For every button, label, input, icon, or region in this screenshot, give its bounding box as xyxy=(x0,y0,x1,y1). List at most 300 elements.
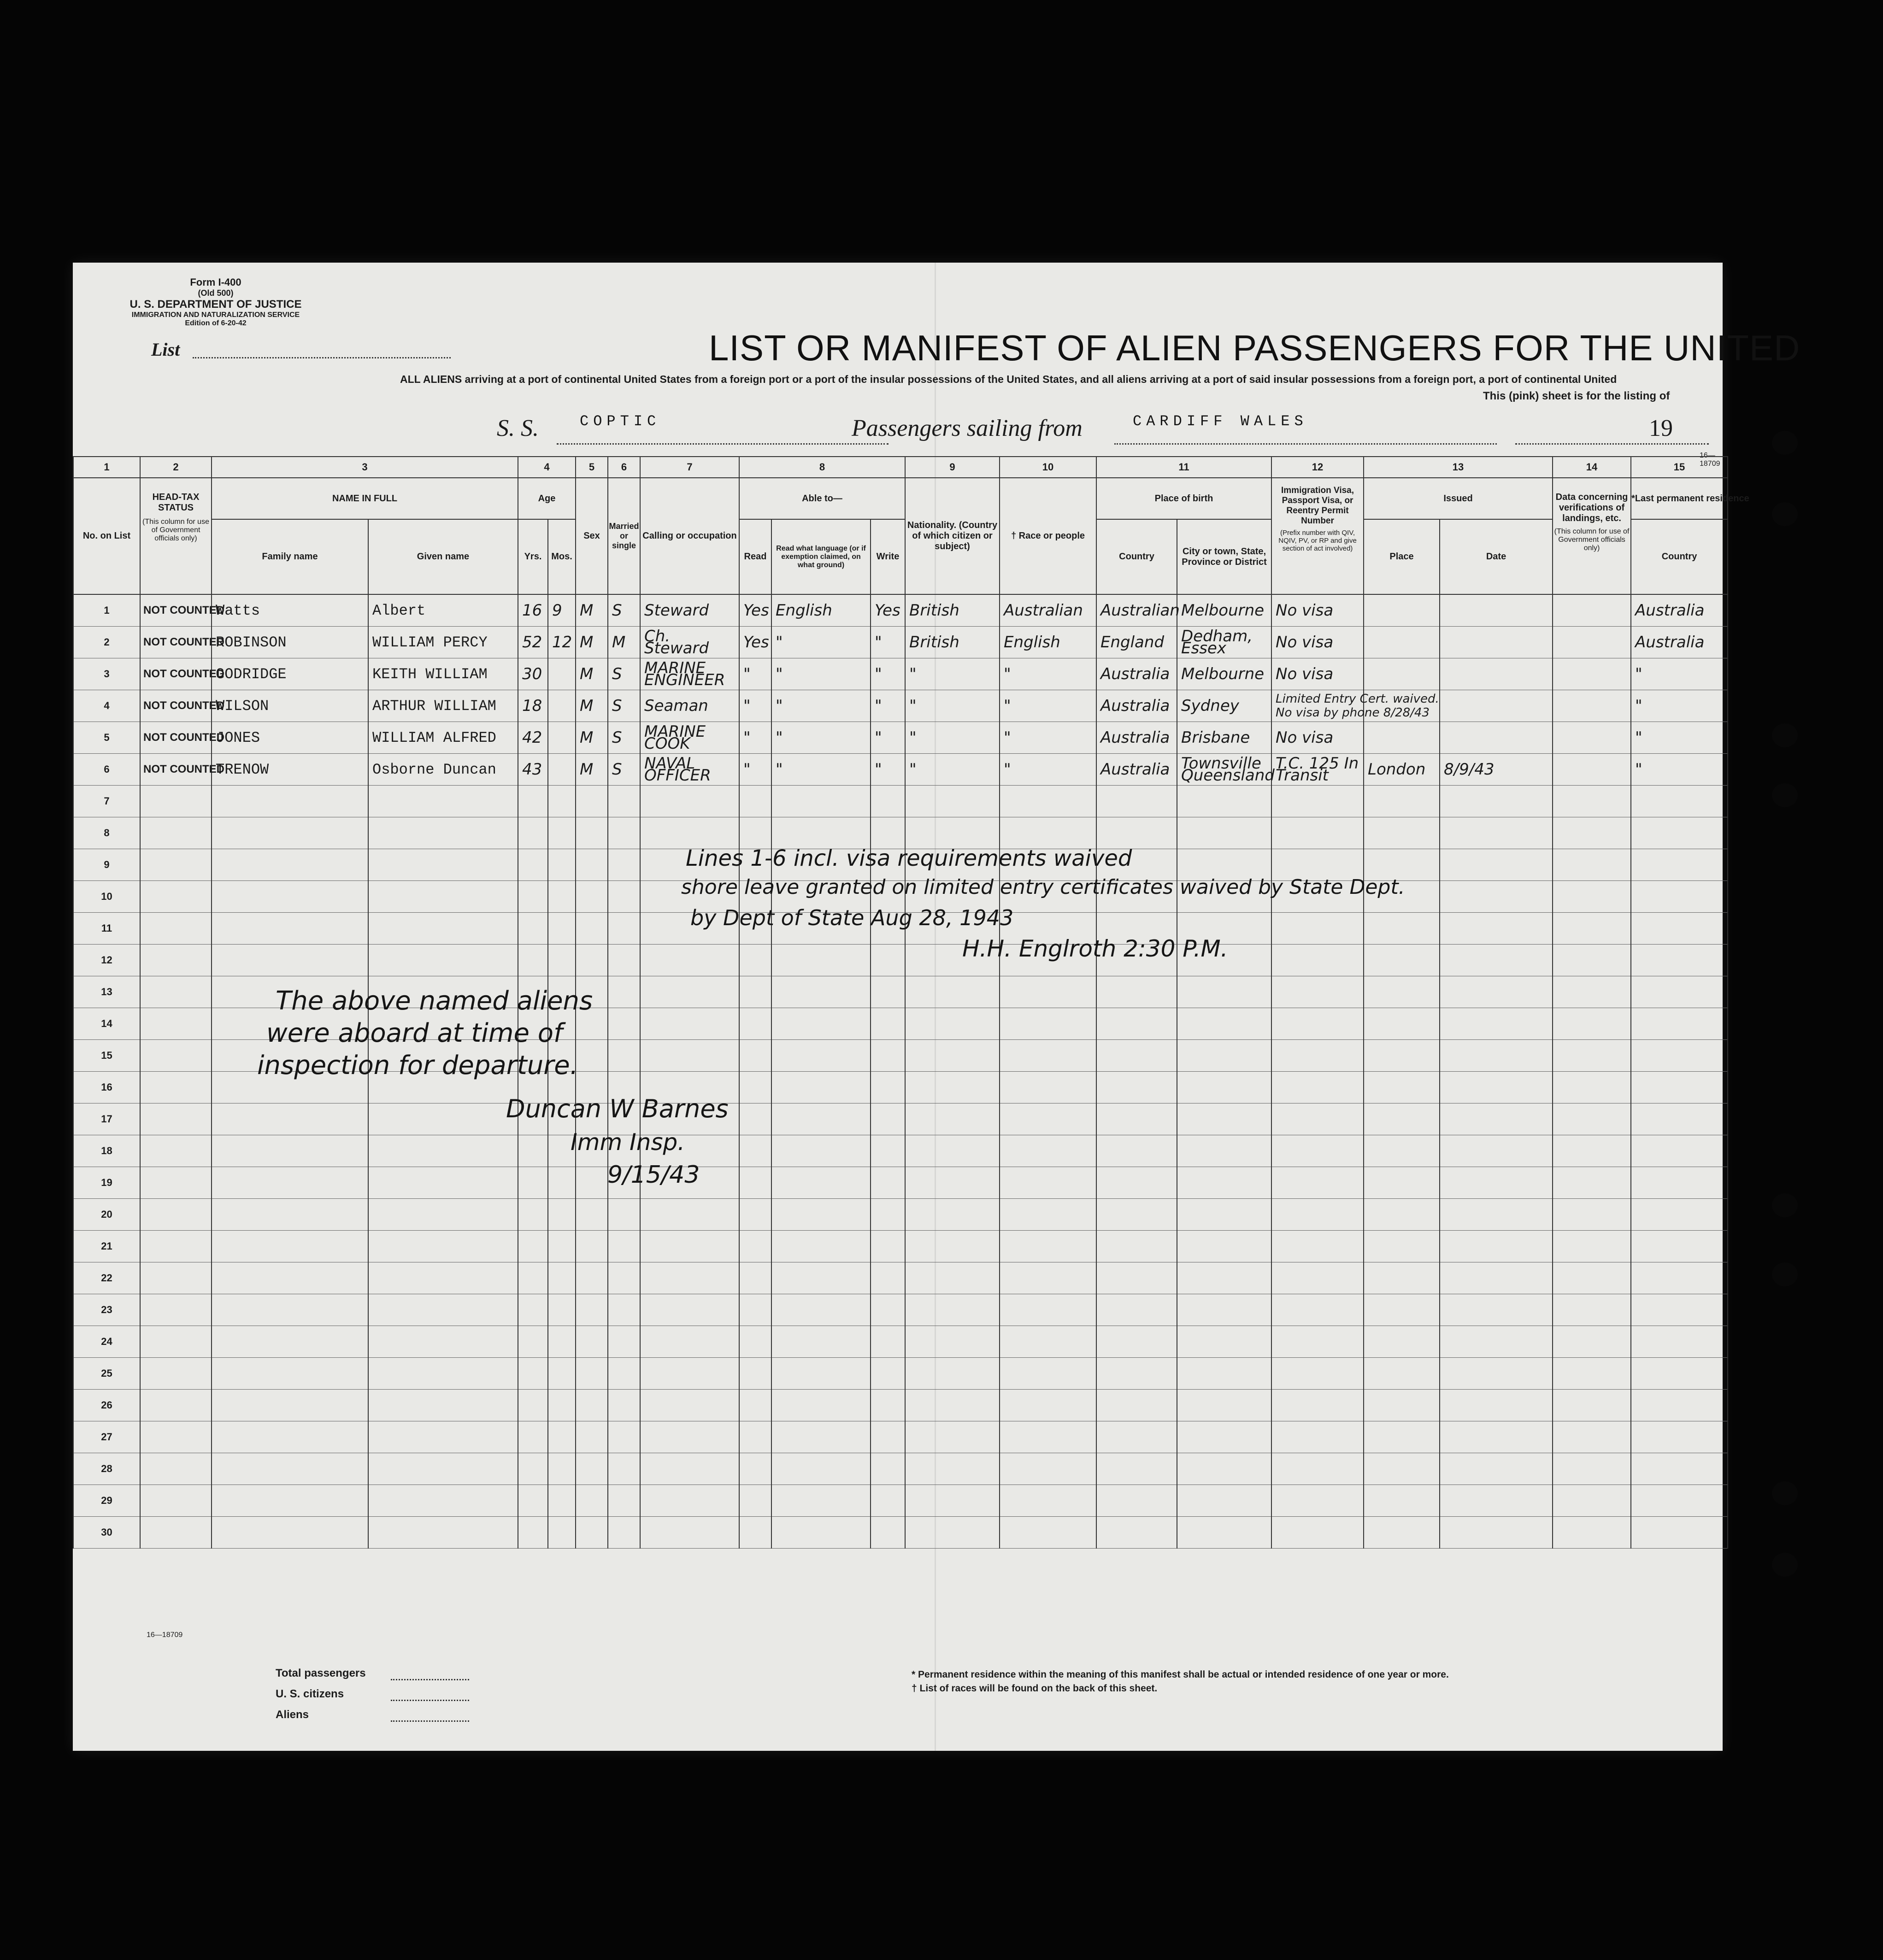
aboard-line-2: were aboard at time of xyxy=(266,1018,563,1048)
empty-cell xyxy=(1364,1199,1440,1231)
given-name: KEITH WILLIAM xyxy=(368,658,518,690)
empty-cell xyxy=(608,817,640,849)
age-years: 16 xyxy=(518,594,548,627)
empty-cell xyxy=(1177,1040,1271,1072)
visa-number: T.C. 125 In Transit xyxy=(1271,754,1364,786)
empty-cell xyxy=(1271,1453,1364,1485)
empty-cell xyxy=(1553,1421,1631,1453)
col-num: 15 xyxy=(1631,457,1728,478)
sex: M xyxy=(576,627,608,658)
table-row xyxy=(73,1262,1728,1294)
empty-cell xyxy=(1177,1199,1271,1231)
empty-cell xyxy=(1271,976,1364,1008)
age-years: 52 xyxy=(518,627,548,658)
empty-cell xyxy=(548,1199,576,1231)
issued-place xyxy=(1364,627,1440,658)
empty-cell xyxy=(212,945,368,976)
bottom-code: 16—18709 xyxy=(147,1631,183,1639)
empty-cell xyxy=(1440,817,1553,849)
inspector-date: 9/15/43 xyxy=(607,1161,700,1189)
empty-cell xyxy=(871,817,905,849)
empty-cell xyxy=(1000,1485,1096,1517)
empty-cell xyxy=(576,817,608,849)
empty-cell xyxy=(1096,1421,1177,1453)
empty-cell xyxy=(212,1390,368,1421)
empty-cell xyxy=(1631,1326,1728,1358)
residence-country: " xyxy=(1631,722,1728,754)
col-num: 2 xyxy=(140,457,212,478)
visa-number: No visa xyxy=(1271,658,1364,690)
empty-cell xyxy=(1271,1040,1364,1072)
empty-cell xyxy=(608,1453,640,1485)
empty-cell xyxy=(1000,976,1096,1008)
empty-cell xyxy=(518,1135,548,1167)
sex: M xyxy=(576,658,608,690)
empty-cell xyxy=(739,1262,771,1294)
row-number: 17 xyxy=(73,1103,140,1135)
empty-cell xyxy=(1096,817,1177,849)
total-passengers-line xyxy=(391,1679,469,1680)
row-number: 13 xyxy=(73,976,140,1008)
table-row xyxy=(73,1358,1728,1390)
empty-cell xyxy=(771,1008,871,1040)
empty-cell xyxy=(140,1294,212,1326)
marital-status: S xyxy=(608,658,640,690)
empty-cell xyxy=(1631,817,1728,849)
empty-cell xyxy=(518,881,548,913)
empty-cell xyxy=(548,1294,576,1326)
birth-city: Sydney xyxy=(1177,690,1271,722)
row-number: 12 xyxy=(73,945,140,976)
empty-cell xyxy=(739,1199,771,1231)
empty-cell xyxy=(212,817,368,849)
table-row xyxy=(73,1231,1728,1262)
empty-cell xyxy=(739,1453,771,1485)
empty-cell xyxy=(739,1517,771,1549)
row-number: 9 xyxy=(73,849,140,881)
header-mos: Mos. xyxy=(548,519,576,594)
empty-cell xyxy=(1271,817,1364,849)
empty-cell xyxy=(771,1453,871,1485)
residence-footnote: * Permanent residence within the meaning of this manifest shall be actual or intended residence of one year or more. xyxy=(912,1669,1449,1680)
empty-cell xyxy=(1364,1358,1440,1390)
empty-cell xyxy=(1000,1453,1096,1485)
empty-cell xyxy=(1271,1421,1364,1453)
sex: M xyxy=(576,594,608,627)
empty-cell xyxy=(1096,1231,1177,1262)
empty-cell xyxy=(640,945,739,976)
empty-cell xyxy=(905,1135,1000,1167)
aboard-line-3: inspection for departure. xyxy=(257,1050,578,1080)
empty-cell xyxy=(1553,1262,1631,1294)
family-name: Watts xyxy=(212,594,368,627)
can-write: " xyxy=(871,722,905,754)
empty-cell xyxy=(871,1294,905,1326)
empty-cell xyxy=(368,1390,518,1421)
empty-cell xyxy=(1364,976,1440,1008)
empty-cell xyxy=(905,1262,1000,1294)
empty-cell xyxy=(1177,1358,1271,1390)
empty-cell xyxy=(1096,1517,1177,1549)
empty-cell xyxy=(1096,1167,1177,1199)
family-name: ROBINSON xyxy=(212,627,368,658)
can-write: " xyxy=(871,754,905,786)
empty-cell xyxy=(1631,1199,1728,1231)
row-number: 6 xyxy=(73,754,140,786)
empty-cell xyxy=(1553,1390,1631,1421)
row-number: 18 xyxy=(73,1135,140,1167)
age-years: 42 xyxy=(518,722,548,754)
empty-cell xyxy=(1440,1072,1553,1103)
visa-note: (Prefix number with QIV, NQIV, PV, or RP and give section of act involved) xyxy=(1278,529,1357,552)
landings-cell xyxy=(1553,722,1631,754)
empty-cell xyxy=(1553,1072,1631,1103)
empty-cell xyxy=(1440,1103,1553,1135)
age-years: 18 xyxy=(518,690,548,722)
empty-cell xyxy=(739,1326,771,1358)
empty-cell xyxy=(871,976,905,1008)
empty-cell xyxy=(1096,1072,1177,1103)
age-months xyxy=(548,754,576,786)
empty-cell xyxy=(140,786,212,817)
empty-cell xyxy=(1177,1390,1271,1421)
binder-hole xyxy=(1772,783,1798,807)
empty-cell xyxy=(1177,1294,1271,1326)
row-number: 19 xyxy=(73,1167,140,1199)
header-calling: Calling or occupation xyxy=(640,478,739,594)
list-label: List xyxy=(151,339,180,360)
empty-cell xyxy=(368,1103,518,1135)
empty-cell xyxy=(1440,1231,1553,1262)
residence-country: " xyxy=(1631,754,1728,786)
empty-cell xyxy=(1096,1199,1177,1231)
empty-cell xyxy=(1631,881,1728,913)
empty-cell xyxy=(1177,1326,1271,1358)
empty-cell xyxy=(1177,1167,1271,1199)
empty-cell xyxy=(1440,1294,1553,1326)
empty-cell xyxy=(739,1040,771,1072)
empty-cell xyxy=(518,1453,548,1485)
empty-cell xyxy=(518,1231,548,1262)
header-given-name: Given name xyxy=(368,519,518,594)
empty-cell xyxy=(905,1326,1000,1358)
empty-cell xyxy=(1096,1135,1177,1167)
empty-cell xyxy=(576,849,608,881)
binder-hole xyxy=(1772,723,1798,747)
aboard-line-1: The above named aliens xyxy=(276,986,593,1016)
empty-cell xyxy=(1440,1008,1553,1040)
empty-cell xyxy=(1271,786,1364,817)
empty-cell xyxy=(548,817,576,849)
empty-cell xyxy=(1271,1262,1364,1294)
empty-cell xyxy=(640,1358,739,1390)
binder-hole xyxy=(1772,502,1798,526)
table-row xyxy=(73,1199,1728,1231)
empty-cell xyxy=(576,1485,608,1517)
empty-cell xyxy=(871,1040,905,1072)
empty-cell xyxy=(608,976,640,1008)
race: Australian xyxy=(1000,594,1096,627)
empty-cell xyxy=(1096,1390,1177,1421)
head-tax-status: NOT COUNTED xyxy=(140,754,212,786)
empty-cell xyxy=(1440,976,1553,1008)
empty-cell xyxy=(1271,945,1364,976)
issued-place xyxy=(1364,722,1440,754)
empty-cell xyxy=(905,817,1000,849)
empty-cell xyxy=(140,817,212,849)
empty-cell xyxy=(871,1262,905,1294)
col-num: 1 xyxy=(73,457,140,478)
race: " xyxy=(1000,722,1096,754)
empty-cell xyxy=(140,1453,212,1485)
empty-cell xyxy=(518,1167,548,1199)
empty-cell xyxy=(1440,1135,1553,1167)
empty-cell xyxy=(212,1485,368,1517)
row-number: 14 xyxy=(73,1008,140,1040)
empty-cell xyxy=(140,913,212,945)
empty-cell xyxy=(640,1294,739,1326)
empty-cell xyxy=(1553,1135,1631,1167)
header-visa xyxy=(1271,478,1364,594)
race: " xyxy=(1000,754,1096,786)
empty-cell xyxy=(140,1390,212,1421)
empty-cell xyxy=(518,1485,548,1517)
empty-cell xyxy=(140,976,212,1008)
empty-cell xyxy=(212,1262,368,1294)
col-num: 10 xyxy=(1000,457,1096,478)
landings-cell xyxy=(1553,754,1631,786)
table-row xyxy=(73,817,1728,849)
visa-note-1: Limited Entry Cert. waived. xyxy=(1276,692,1439,706)
given-name: WILLIAM ALFRED xyxy=(368,722,518,754)
sailing-from: CARDIFF WALES xyxy=(1133,413,1308,430)
aliens-line xyxy=(391,1720,469,1722)
issued-date xyxy=(1440,690,1553,722)
issued-place: London xyxy=(1364,754,1440,786)
marital-status: S xyxy=(608,594,640,627)
nationality: " xyxy=(905,658,1000,690)
empty-cell xyxy=(1096,1262,1177,1294)
empty-cell xyxy=(212,1199,368,1231)
col-num: 5 xyxy=(576,457,608,478)
marital-status: S xyxy=(608,722,640,754)
empty-cell xyxy=(1364,1231,1440,1262)
empty-cell xyxy=(1271,1103,1364,1135)
empty-cell xyxy=(212,1231,368,1262)
empty-cell xyxy=(1000,1008,1096,1040)
col-num: 7 xyxy=(640,457,739,478)
empty-cell xyxy=(1440,945,1553,976)
family-name: WILSON xyxy=(212,690,368,722)
head-tax-status: NOT COUNTED xyxy=(140,722,212,754)
empty-cell xyxy=(905,1517,1000,1549)
empty-cell xyxy=(739,786,771,817)
given-name: Albert xyxy=(368,594,518,627)
empty-cell xyxy=(739,1421,771,1453)
given-name: ARTHUR WILLIAM xyxy=(368,690,518,722)
col-num: 6 xyxy=(608,457,640,478)
issued-place xyxy=(1364,658,1440,690)
row-number: 1 xyxy=(73,594,140,627)
ship-name: COPTIC xyxy=(580,413,661,430)
binder-hole xyxy=(1772,1553,1798,1577)
header-family-name: Family name xyxy=(212,519,368,594)
row-number: 26 xyxy=(73,1390,140,1421)
empty-cell xyxy=(548,881,576,913)
visa-number: No visa xyxy=(1271,627,1364,658)
empty-cell xyxy=(1553,849,1631,881)
birth-country: Australia xyxy=(1096,690,1177,722)
birth-city: Brisbane xyxy=(1177,722,1271,754)
table-row xyxy=(73,1294,1728,1326)
empty-cell xyxy=(1553,976,1631,1008)
marital-status: M xyxy=(608,627,640,658)
issued-date xyxy=(1440,722,1553,754)
empty-cell xyxy=(368,1199,518,1231)
empty-cell xyxy=(608,786,640,817)
empty-cell xyxy=(1177,1517,1271,1549)
head-tax-status: NOT COUNTED xyxy=(140,627,212,658)
header-issued-date: Date xyxy=(1440,519,1553,594)
department: U. S. DEPARTMENT OF JUSTICE xyxy=(129,298,302,311)
empty-cell xyxy=(140,881,212,913)
head-tax-note: (This column for use of Government officials only) xyxy=(142,518,209,542)
empty-cell xyxy=(576,881,608,913)
table-row xyxy=(73,627,1728,658)
empty-cell xyxy=(1096,1453,1177,1485)
header-write: Write xyxy=(871,519,905,594)
margin-code: 16—18709 xyxy=(1700,452,1720,468)
row-number: 15 xyxy=(73,1040,140,1072)
empty-cell xyxy=(1177,1072,1271,1103)
empty-cell xyxy=(608,1326,640,1358)
empty-cell xyxy=(1631,1103,1728,1135)
empty-cell xyxy=(771,1199,871,1231)
header-yrs: Yrs. xyxy=(518,519,548,594)
empty-cell xyxy=(1631,1421,1728,1453)
empty-cell xyxy=(1271,1358,1364,1390)
empty-cell xyxy=(771,1358,871,1390)
head-tax-status: NOT COUNTED xyxy=(140,594,212,627)
empty-cell xyxy=(771,945,871,976)
read-language: " xyxy=(771,722,871,754)
table-row xyxy=(73,1135,1728,1167)
empty-cell xyxy=(608,945,640,976)
header-married: Married or single xyxy=(608,478,640,594)
empty-cell xyxy=(608,1008,640,1040)
empty-cell xyxy=(518,1358,548,1390)
visa-number: No visa xyxy=(1271,594,1364,627)
empty-cell xyxy=(212,913,368,945)
landings-note: (This column for use of Government officials only) xyxy=(1554,528,1630,552)
header-row-2 xyxy=(73,519,1728,594)
empty-cell xyxy=(576,1167,608,1199)
empty-cell xyxy=(1440,786,1553,817)
empty-cell xyxy=(1440,913,1553,945)
landings-cell xyxy=(1553,690,1631,722)
sex: M xyxy=(576,754,608,786)
empty-cell xyxy=(1096,1008,1177,1040)
empty-cell xyxy=(608,1199,640,1231)
empty-cell xyxy=(905,1199,1000,1231)
empty-cell xyxy=(739,817,771,849)
row-number: 24 xyxy=(73,1326,140,1358)
waiver-line-1: Lines 1-6 incl. visa requirements waived xyxy=(686,845,1132,871)
empty-cell xyxy=(368,881,518,913)
row-number: 4 xyxy=(73,690,140,722)
empty-cell xyxy=(771,1421,871,1453)
empty-cell xyxy=(548,1453,576,1485)
empty-cell xyxy=(1271,1485,1364,1517)
empty-cell xyxy=(1553,1453,1631,1485)
empty-cell xyxy=(1631,913,1728,945)
empty-cell xyxy=(608,1294,640,1326)
ship-name-line xyxy=(557,443,889,445)
header-issued: Issued xyxy=(1364,478,1553,519)
empty-cell xyxy=(140,1072,212,1103)
empty-cell xyxy=(1631,1135,1728,1167)
empty-cell xyxy=(140,1135,212,1167)
read-language: " xyxy=(771,754,871,786)
issued-date: 8/9/43 xyxy=(1440,754,1553,786)
empty-cell xyxy=(1553,1326,1631,1358)
empty-cell xyxy=(140,1040,212,1072)
empty-cell xyxy=(140,1485,212,1517)
table-row xyxy=(73,1167,1728,1199)
issued-date xyxy=(1440,658,1553,690)
row-number: 11 xyxy=(73,913,140,945)
list-number-line xyxy=(193,357,451,358)
header-landings xyxy=(1553,478,1631,594)
empty-cell xyxy=(1553,1294,1631,1326)
marital-status: S xyxy=(608,690,640,722)
empty-cell xyxy=(1000,1358,1096,1390)
empty-cell xyxy=(640,786,739,817)
table-row xyxy=(73,1326,1728,1358)
row-number: 8 xyxy=(73,817,140,849)
empty-cell xyxy=(368,1358,518,1390)
row-number: 5 xyxy=(73,722,140,754)
col-num: 14 xyxy=(1553,457,1631,478)
marital-status: S xyxy=(608,754,640,786)
empty-cell xyxy=(640,817,739,849)
age-years: 43 xyxy=(518,754,548,786)
col-num: 3 xyxy=(212,457,518,478)
family-name: GODRIDGE xyxy=(212,658,368,690)
table-row xyxy=(73,1103,1728,1135)
empty-cell xyxy=(548,1517,576,1549)
race: " xyxy=(1000,658,1096,690)
empty-cell xyxy=(1271,913,1364,945)
empty-cell xyxy=(739,1231,771,1262)
empty-cell xyxy=(140,1517,212,1549)
empty-cell xyxy=(212,1453,368,1485)
empty-cell xyxy=(518,849,548,881)
empty-cell xyxy=(771,976,871,1008)
empty-cell xyxy=(1271,1199,1364,1231)
empty-cell xyxy=(1364,1167,1440,1199)
empty-cell xyxy=(548,1485,576,1517)
empty-cell xyxy=(739,1167,771,1199)
occupation: MARINE COOK xyxy=(640,722,739,754)
empty-cell xyxy=(771,1167,871,1199)
nationality: British xyxy=(905,594,1000,627)
read-language: " xyxy=(771,627,871,658)
edition: Edition of 6-20-42 xyxy=(185,319,247,327)
empty-cell xyxy=(771,1517,871,1549)
empty-cell xyxy=(871,945,905,976)
empty-cell xyxy=(1631,1453,1728,1485)
